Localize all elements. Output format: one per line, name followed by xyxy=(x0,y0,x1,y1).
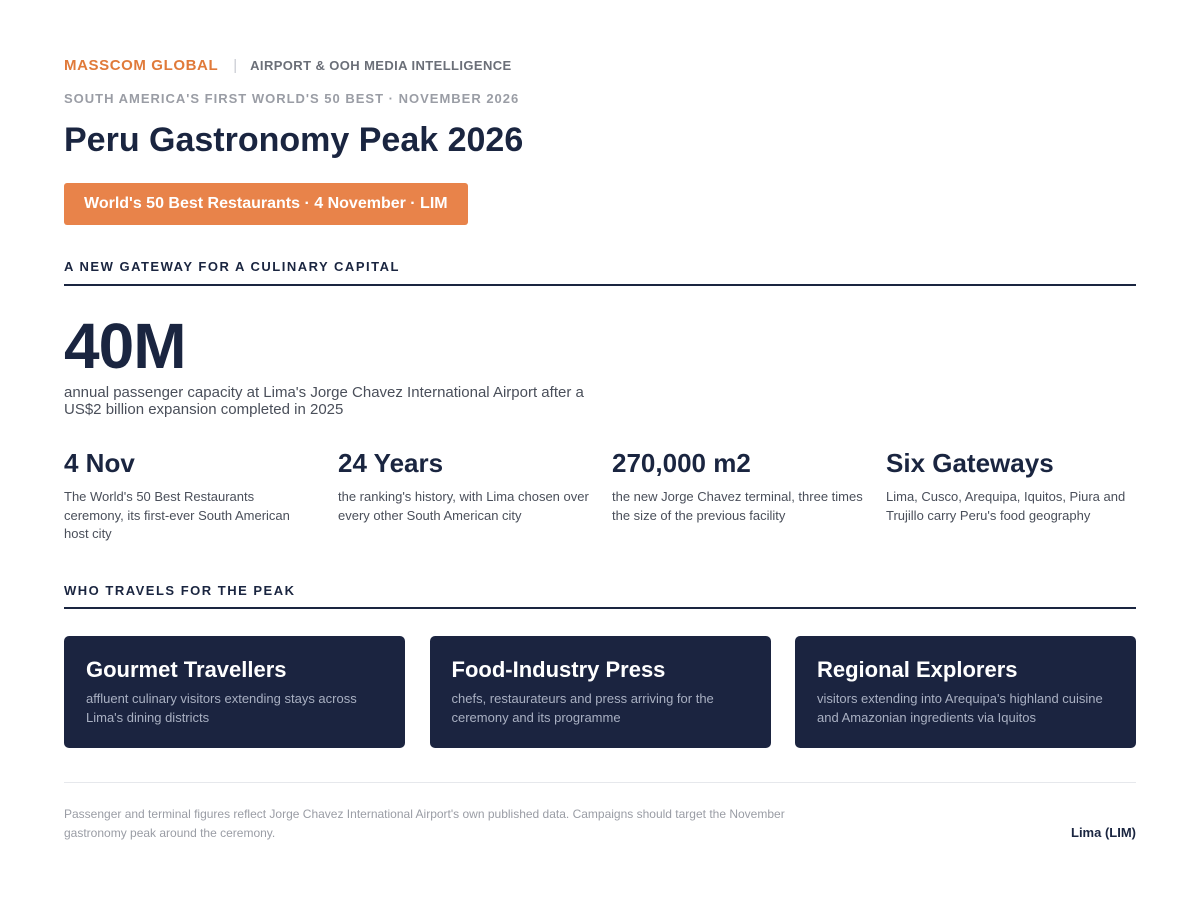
audience-card-description: chefs, restaurateurs and press arriving for the ceremony and its programme xyxy=(451,691,714,725)
audience-cards xyxy=(64,636,1136,748)
stat-description: the ranking's history, with Lima chosen over every other South American city xyxy=(338,489,589,523)
brand-separator: | xyxy=(233,57,238,74)
brand-tagline: AIRPORT & OOH MEDIA INTELLIGENCE xyxy=(250,58,512,73)
stats-row xyxy=(64,448,1136,544)
event-badge: World's 50 Best Restaurants · 4 November · LIM xyxy=(64,183,468,225)
audience-card-title: Regional Explorers xyxy=(817,657,1018,682)
stat-description: the new Jorge Chavez terminal, three times the size of the previous facility xyxy=(612,489,863,523)
footer-divider xyxy=(64,782,1136,783)
audience-card-description: affluent culinary visitors extending stays across Lima's dining districts xyxy=(86,691,357,725)
stat-description: Lima, Cusco, Arequipa, Iquitos, Piura and Trujillo carry Peru's food geography xyxy=(886,489,1126,523)
audience-card-regional xyxy=(795,636,1136,748)
audience-card-title: Food-Industry Press xyxy=(451,657,666,682)
stat-item xyxy=(612,448,886,544)
audience-card-gourmet xyxy=(64,636,405,748)
footer-note: Passenger and terminal figures reflect Jorge Chavez International Airport's own published data. Campaigns should target the November gastronomy peak around the ceremony. xyxy=(64,807,785,840)
section-divider-travellers xyxy=(64,607,1136,609)
audience-card-description: visitors extending into Arequipa's highland cuisine and Amazonian ingredients via Iquitos xyxy=(817,691,1103,725)
stat-value: 4 Nov xyxy=(64,448,135,478)
stat-description: The World's 50 Best Restaurants ceremony, its first-ever South American host city xyxy=(64,489,290,541)
stat-item xyxy=(338,448,612,544)
eyebrow-text: SOUTH AMERICA'S FIRST WORLD'S 50 BEST · NOVEMBER 2026 xyxy=(64,91,520,106)
stat-item xyxy=(886,448,1136,544)
stat-value: Six Gateways xyxy=(886,448,1054,478)
brand-row xyxy=(64,57,512,74)
section-divider-gateway xyxy=(64,284,1136,286)
stat-value: 24 Years xyxy=(338,448,444,478)
section-label-travellers: WHO TRAVELS FOR THE PEAK xyxy=(64,583,296,598)
brand-name: MASSCOM GLOBAL xyxy=(64,57,219,74)
stat-item xyxy=(64,448,338,544)
section-label-gateway: A NEW GATEWAY FOR A CULINARY CAPITAL xyxy=(64,259,400,274)
footer-location: Lima (LIM) xyxy=(1071,825,1136,840)
stat-value: 270,000 m2 xyxy=(612,448,751,478)
audience-card-press xyxy=(430,636,771,748)
headline-stat-description: annual passenger capacity at Lima's Jorge Chavez International Airport after a US$2 billion expansion completed in 2025 xyxy=(64,384,584,418)
headline-stat-value: 40M xyxy=(64,310,186,382)
page-title: Peru Gastronomy Peak 2026 xyxy=(64,121,524,159)
audience-card-title: Gourmet Travellers xyxy=(86,657,287,682)
